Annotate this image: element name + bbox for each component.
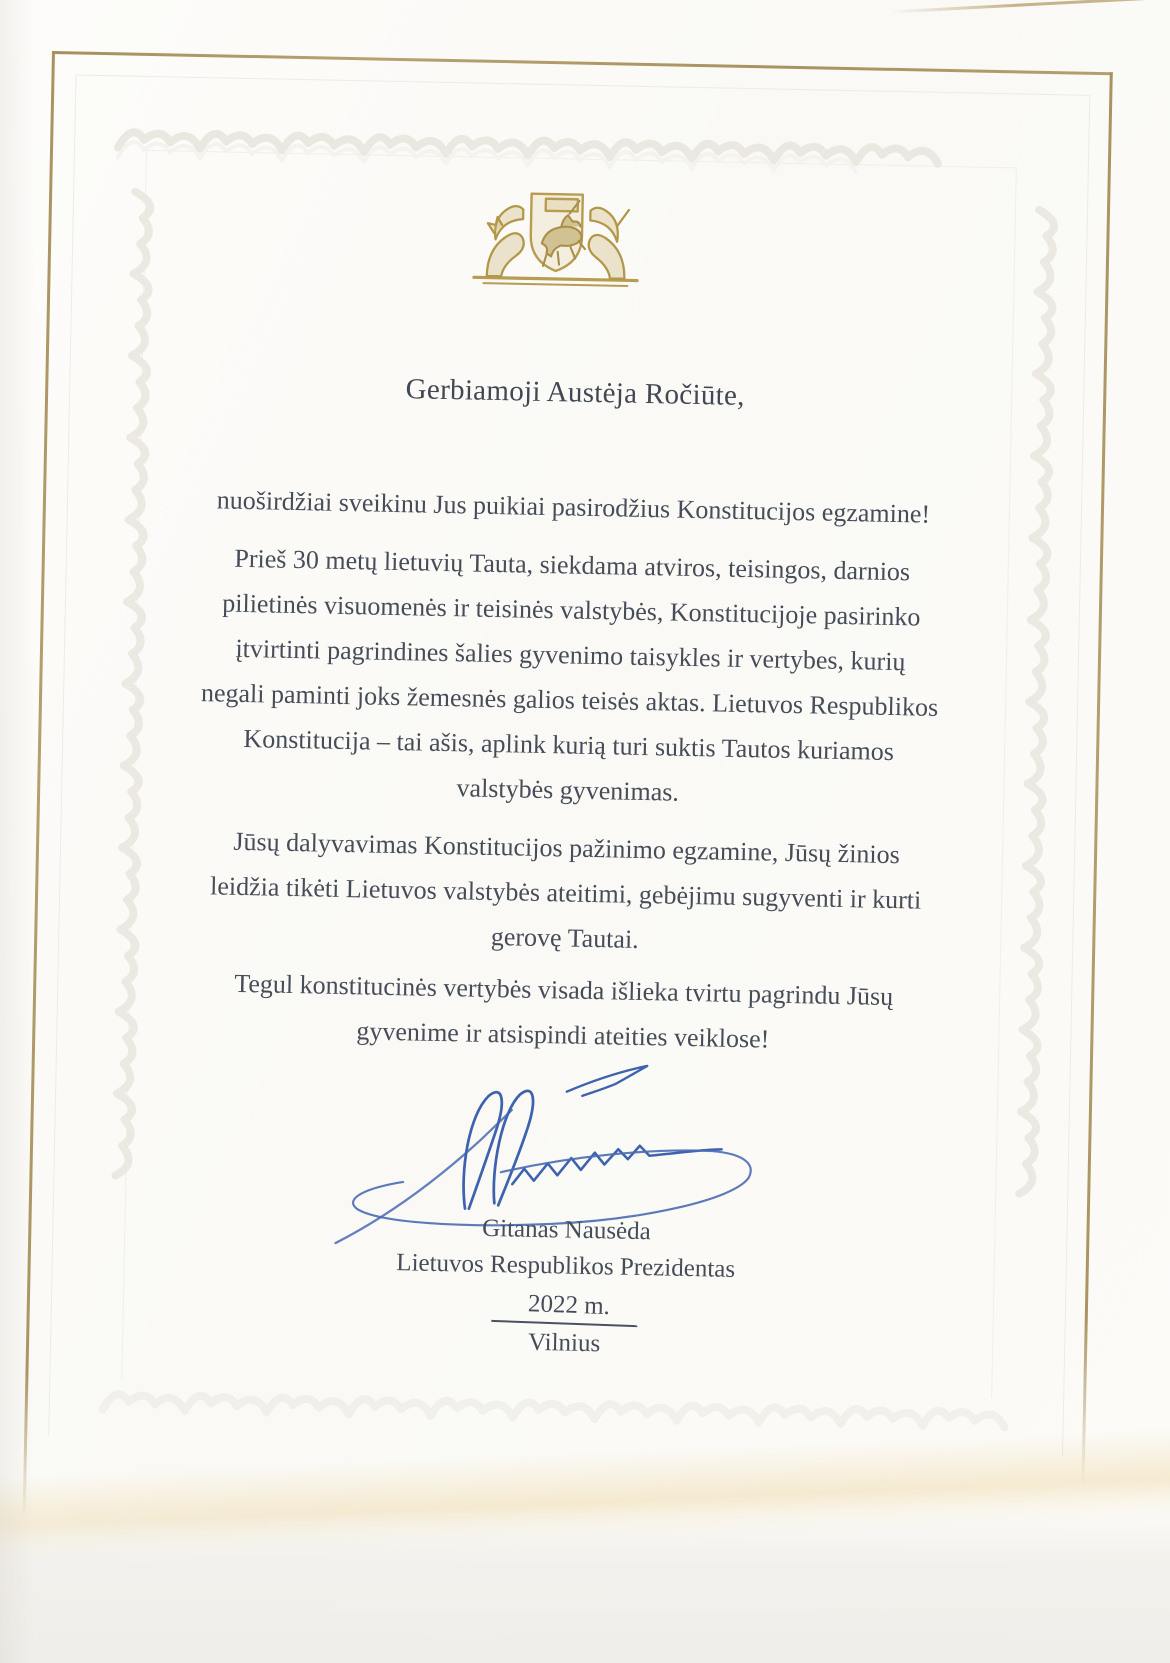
text-line: nuoširdžiai sveikinu Jus puikiai pasirodžius Konstitucijos egzamine! <box>216 485 931 529</box>
place-name: Vilnius <box>527 1328 601 1358</box>
paragraph-4 <box>130 959 997 1066</box>
signer-name: Gitanas Nausėda <box>481 1214 652 1246</box>
text-line: Prieš 30 metų lietuvių Tauta, siekdama atviros, teisingos, darnios <box>234 543 911 587</box>
text-line: leidžia tikėti Lietuvos valstybės ateitimi, gebėjimu sugyventi ir kurti <box>209 871 922 915</box>
left-edge-shadow <box>0 0 34 1663</box>
top-right-edge-line <box>890 0 1170 13</box>
text-line: Tegul konstitucinės vertybės visada išlieka tvirtu pagrindu Jūsų <box>234 968 894 1012</box>
salutation: Gerbiamoji Austėja Ročiūte, <box>405 373 746 412</box>
text-line: negali paminti joks žemesnės galios teisės aktas. Lietuvos Respublikos <box>200 678 939 722</box>
signer-title: Lietuvos Respublikos Prezidentas <box>396 1249 736 1283</box>
paragraph-3 <box>132 817 1000 969</box>
text-line: pilietinės visuomenės ir teisinės valstybės, Konstitucijoje pasirinko <box>222 588 921 632</box>
text-line: gerovę Tautai. <box>490 921 640 954</box>
text-line: Jūsų dalyvavimas Konstitucijos pažinimo egzamine, Jūsų žinios <box>233 826 901 870</box>
paragraph-2 <box>135 534 1005 821</box>
bottom-page-haze <box>0 1508 1170 1663</box>
text-line: įtvirtinti pagrindines šalies gyvenimo taisykles ir vertybes, kurių <box>235 633 906 677</box>
gold-border-top <box>52 51 1113 75</box>
date-value: 2022 m. <box>491 1289 638 1327</box>
lithuania-coat-of-arms-icon <box>451 176 661 296</box>
text-line: valstybės gyvenimas. <box>456 773 680 807</box>
text-line: Konstitucija – tai ašis, aplink kurią turi suktis Tautos kuriamos <box>243 723 895 767</box>
text-line: gyvenime ir atsispindi ateities veiklose! <box>356 1016 770 1054</box>
